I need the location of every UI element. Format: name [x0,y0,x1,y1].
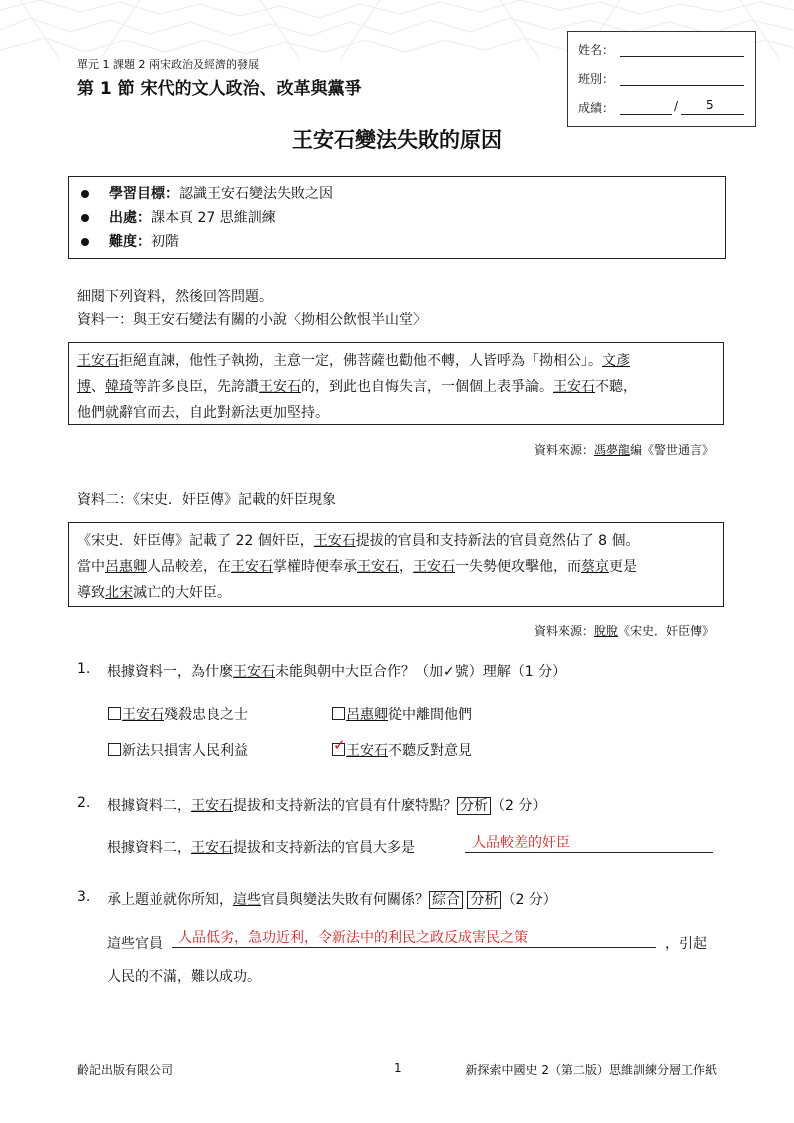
ref-prefix: 資料來源： [533,443,594,457]
class-label: 班別： [578,72,615,86]
person-name: 呂惠卿 [105,559,147,575]
score-total: 5 [706,98,714,112]
source-text: 不聽， [595,379,637,395]
source-text: 滅亡的大奸臣。 [133,585,231,601]
q3-number: 3. [77,889,91,905]
person-name: 韓琦 [105,379,133,395]
source1-line2 [77,374,715,400]
q3-answer[interactable]: 人品低劣，急功近利，令新法中的利民之政反成害民之策 [178,930,528,946]
question-text: 未能與朝中大臣合作？（加✓號）理解（1 分） [275,664,567,680]
check-mark-icon: ✓ [333,736,346,754]
option-text: 殘殺忠良之士 [164,707,248,723]
source-text: 提拔的官員和支持新法的官員竟然佔了 8 個。 [355,533,640,549]
source-row [81,207,276,227]
q3-answer-prefix: 這些官員 [107,936,163,952]
q3-answer-line2: 人民的不滿，難以成功。 [107,969,261,985]
objective-row [81,183,333,203]
instruction-text: 細閱下列資料，然後回答問題。 [77,289,273,305]
person-name: 王安石 [191,840,233,856]
source2-heading: 資料二：《宋史．奸臣傳》記載的奸臣現象 [77,492,336,508]
ref-author: 脫脫 [593,624,618,638]
source-text: 拒絕直諫，他性子執拗，主意一定，佛菩薩也勸他不轉，人皆呼為「拗相公」。 [119,353,602,369]
student-info-box [567,31,756,127]
skill-tag: 分析 [457,797,491,815]
q2-number: 2. [77,795,91,811]
question-text: 承上題並就你所知， [107,892,233,908]
checkbox[interactable] [108,743,121,756]
worksheet-title: 王安石變法失敗的原因 [292,128,502,152]
q1-option-b[interactable] [332,704,472,724]
score-label: 成績： [578,101,615,115]
objective-label: 學習目標： [109,186,179,202]
source-text: ， [399,559,413,575]
person-name: 王安石 [231,559,273,575]
person-name: 王安石 [357,559,399,575]
question-text: 提拔和支持新法的官員有什麼特點？ [233,798,457,814]
option-text: 從中離間他們 [388,707,472,723]
source-text: 人品較差，在 [147,559,231,575]
q1-number: 1. [77,661,91,677]
bullet-icon [81,190,89,198]
person-name: 蔡京 [581,559,609,575]
difficulty-row [81,231,179,251]
score-total-line [681,114,744,115]
q2-text [107,795,546,815]
q3-answer-suffix: ，引起 [665,936,707,952]
ref-title: 《宋史．奸臣傳》 [617,624,714,638]
bullet-icon [81,214,89,222]
answer-text: 根據資料二， [107,840,191,856]
q2-answer-line[interactable] [465,852,713,853]
person-name: 王安石 [77,353,119,369]
footer-page-number: 1 [394,1061,402,1075]
q1-text [107,661,566,681]
unit-caption: 單元 1 課題 2 兩宋政治及經濟的發展 [77,58,259,71]
ref-prefix: 資料來源： [533,624,594,638]
source-text: 一失勢便攻擊他，而 [455,559,581,575]
question-text: 這些 [233,892,261,908]
person-name: 文彥 [602,353,630,369]
difficulty-label: 難度： [109,234,151,250]
source-text: 等許多良臣，先誇讚 [133,379,259,395]
question-text: 根據資料二， [107,798,191,814]
section-heading: 第 1 節 宋代的文人政治、改革與黨爭 [77,79,362,99]
question-text: 官員與變法失敗有何關係？ [261,892,429,908]
skill-tag: 分析 [467,891,501,909]
footer-publisher: 齡記出版有限公司 [77,1063,174,1077]
difficulty-value: 初階 [151,234,179,250]
option-text: 新法只損害人民利益 [122,743,248,759]
source1-box [68,342,724,425]
person-name: 王安石 [413,559,455,575]
question-text: 根據資料一，為什麼 [107,664,233,680]
q3-text [107,889,557,909]
source-text: 《宋史．奸臣傳》記載了 22 個奸臣， [77,533,314,549]
marks-text: （2 分） [491,798,547,814]
person-name: 王安石 [191,798,233,814]
q2-answer-prefix [107,837,415,857]
skill-tag: 綜合 [429,891,463,909]
q2-answer[interactable]: 人品較差的奸臣 [472,835,570,851]
q3-answer-line[interactable] [172,947,656,948]
source1-reference [534,441,714,458]
score-slash: / [674,99,679,113]
ref-author: 馮夢龍 [593,443,630,457]
option-text: 不聽反對意見 [388,743,472,759]
objective-value: 認識王安石變法失敗之因 [179,186,333,202]
source-text: 當中 [77,559,105,575]
person-name: 王安石 [122,707,164,723]
source1-line1 [77,348,715,374]
person-name: 王安石 [313,533,356,549]
source2-line3 [77,580,715,606]
person-name: 博 [77,379,91,395]
checkbox[interactable] [332,707,345,720]
source-value: 課本頁 27 思維訓練 [151,210,276,226]
source-label: 出處： [109,210,151,226]
checkbox[interactable] [108,707,121,720]
objectives-box [68,176,726,259]
q1-option-d[interactable] [332,736,472,760]
person-name: 呂惠卿 [346,707,388,723]
score-field[interactable] [620,114,672,115]
bullet-icon [81,238,89,246]
source2-reference [534,622,714,639]
source2-box [68,522,724,607]
source1-line3: 他們就辭官而去，自此對新法更加堅持。 [77,405,329,421]
source2-line2 [77,554,715,580]
q1-option-a[interactable] [108,704,248,724]
source-text: 、 [91,379,105,395]
source-text: 的，到此也自悔失言，一個個上表爭論。 [301,379,553,395]
person-name: 王安石 [233,664,275,680]
person-name: 王安石 [259,379,301,395]
name-label: 姓名： [578,43,615,57]
source1-heading: 資料一：與王安石變法有關的小說〈拗相公飲恨半山堂〉 [77,312,427,328]
marks-text: （2 分） [501,892,557,908]
checkbox-checked[interactable] [332,736,346,756]
class-field[interactable] [620,85,744,86]
name-field[interactable] [620,56,744,57]
dynasty-name: 北宋 [105,585,133,601]
source-text: 更是 [609,559,637,575]
person-name: 王安石 [553,379,595,395]
source-text: 導致 [77,585,105,601]
source-text: 掌權時便奉承 [273,559,357,575]
source2-line1 [77,528,715,554]
answer-text: 提拔和支持新法的官員大多是 [233,840,415,856]
footer-book-title: 新探索中國史 2（第二版）思維訓練分層工作紙 [465,1063,717,1077]
q1-option-c[interactable] [108,740,248,760]
ref-title: 編《警世通言》 [629,443,714,457]
person-name: 王安石 [346,743,388,759]
